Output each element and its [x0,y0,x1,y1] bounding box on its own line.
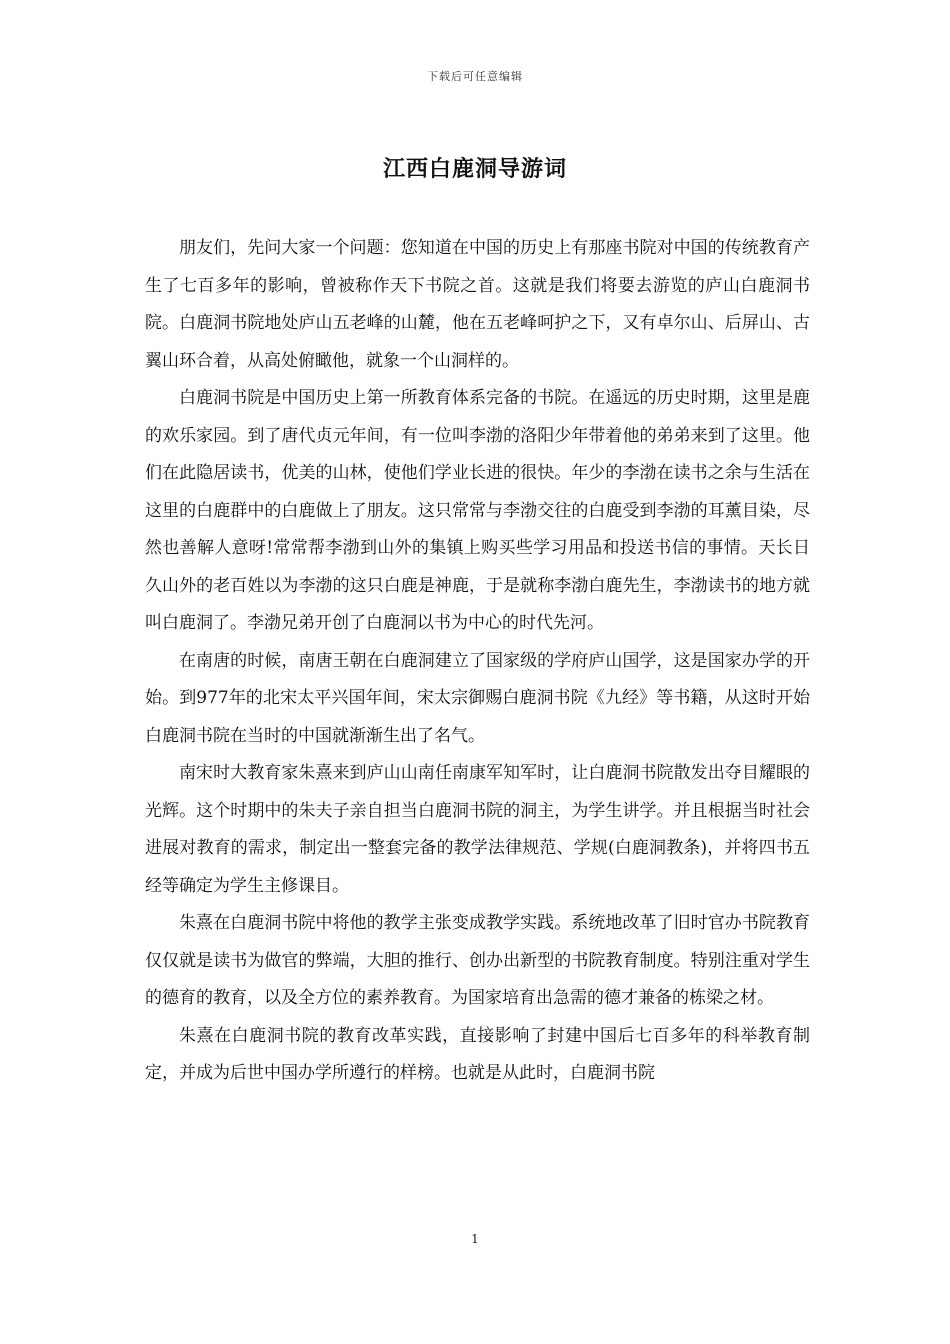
paragraph-6: 朱熹在白鹿洞书院的教育改革实践，直接影响了封建中国后七百多年的科举教育制定，并成为后世中国办学所遵行的样榜。也就是从此时，白鹿洞书院 [145,1025,810,1083]
paragraph-5: 朱熹在白鹿洞书院中将他的教学主张变成教学实践。系统地改革了旧时官办书院教育仅仅就是读书为做官的弊端，大胆的推行、创办出新型的书院教育制度。特别注重对学生的德育的教育，以及全方位的素养教育。为国家培育出急需的德才兼备的栋梁之材。 [145,913,810,1008]
page-number: 1 [471,1232,479,1246]
header-note: 下载后可任意编辑 [427,70,523,83]
paragraph-2: 白鹿洞书院是中国历史上第一所教育体系完备的书院。在遥远的历史时期，这里是鹿的欢乐家园。到了唐代贞元年间，有一位叫李渤的洛阳少年带着他的弟弟来到了这里。他们在此隐居读书，优美的山林，使他们学业长进的很快。年少的李渤在读书之余与生活在这里的白鹿群中的白鹿做上了朋友。这只常常与李渤交往的白鹿受到李渤的耳薰目染，尽然也善解人意呀!常常帮李渤到山外的集镇上购买些学习用品和投送书信的事情。天长日久山外的老百姓以为李渤的这只白鹿是神鹿，于是就称李渤白鹿先生，李渤读书的地方就叫白鹿洞了。李渤兄弟开创了白鹿洞以书为中心的时代先河。 [145,388,810,633]
paragraph-1: 朋友们，先问大家一个问题：您知道在中国的历史上有那座书院对中国的传统教育产生了七百多年的影响，曾被称作天下书院之首。这就是我们将要去游览的庐山白鹿洞书院。白鹿洞书院地处庐山五老峰的山麓，他在五老峰呵护之下，又有卓尔山、后屏山、古翼山环合着，从高处俯瞰他，就象一个山洞样的。 [145,238,810,371]
document-title: 江西白鹿洞导游词 [382,156,567,182]
document-body [145,230,810,1093]
paragraph-4: 南宋时大教育家朱熹来到庐山山南任南康军知军时，让白鹿洞书院散发出夺目耀眼的光辉。这个时期中的朱夫子亲自担当白鹿洞书院的洞主，为学生讲学。并且根据当时社会进展对教育的需求，制定出一整套完备的教学法律规范、学规(白鹿洞教条)，并将四书五经等确定为学生主修课目。 [145,763,810,896]
paragraph-3: 在南唐的时候，南唐王朝在白鹿洞建立了国家级的学府庐山国学，这是国家办学的开始。到977年的北宋太平兴国年间，宋太宗御赐白鹿洞书院《九经》等书籍，从这时开始白鹿洞书院在当时的中国就渐渐生出了名气。 [145,650,810,746]
